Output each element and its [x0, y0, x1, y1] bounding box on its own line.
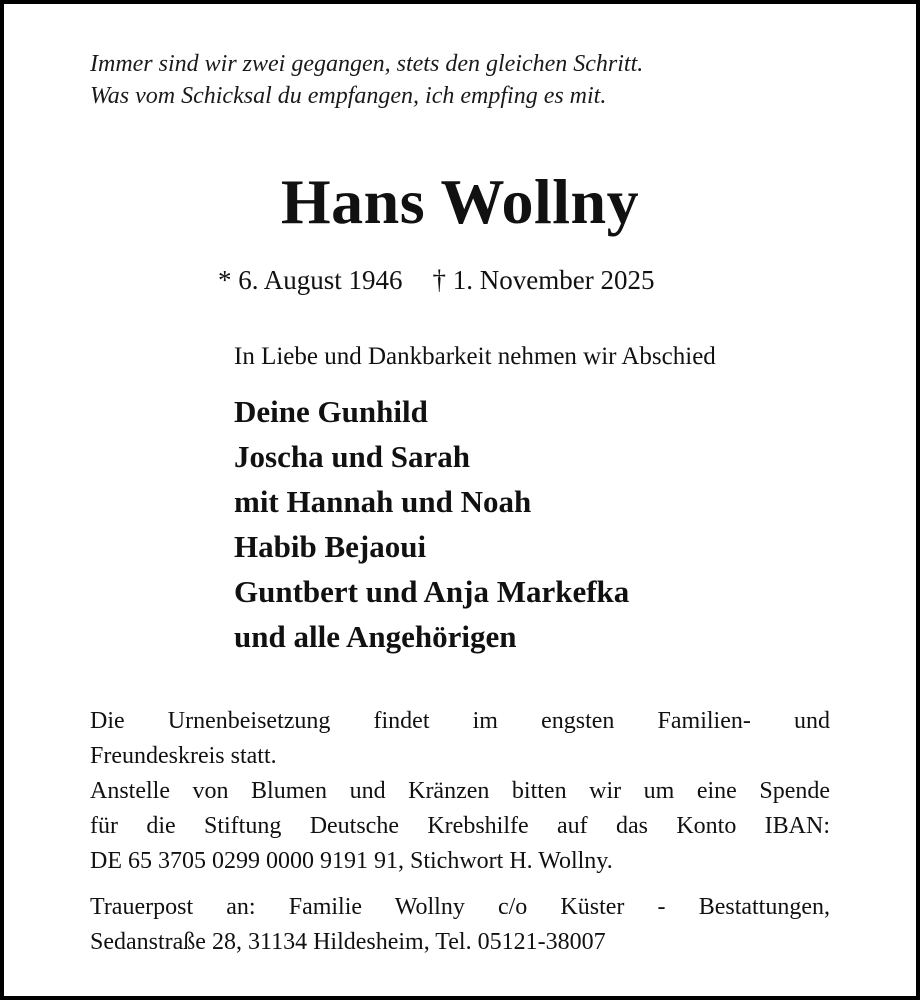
mourner-name: Habib Bejaoui	[234, 529, 427, 564]
info-line: DE 65 3705 0299 0000 9191 91, Stichwort H. Wollny.	[90, 848, 613, 874]
quote-line: Immer sind wir zwei gegangen, stets den gleichen Schritt.	[90, 51, 644, 77]
address-line: Trauerpost an: Familie Wollny c/o Küster - Bestattungen,	[90, 894, 830, 920]
mourner-name: mit Hannah und Noah	[234, 484, 532, 519]
birth-date: * 6. August 1946	[218, 265, 403, 295]
info-line: Anstelle von Blumen und Kränzen bitten wir um eine Spende	[90, 778, 830, 804]
memorial-quote	[90, 48, 643, 112]
mourner-name: Deine Gunhild	[234, 394, 428, 429]
mourners-list	[234, 389, 629, 659]
life-dates	[218, 262, 655, 298]
condolence-address	[90, 890, 830, 960]
address-line: Sedanstraße 28, 31134 Hildesheim, Tel. 05121-38007	[90, 929, 606, 955]
mourner-name: Guntbert und Anja Markefka	[234, 574, 630, 609]
info-line: für die Stiftung Deutsche Krebshilfe auf das Konto IBAN:	[90, 813, 830, 839]
deceased-name: Hans Wollny	[280, 166, 640, 237]
quote-line: Was vom Schicksal du empfangen, ich empfing es mit.	[90, 83, 607, 109]
funeral-info	[90, 704, 830, 879]
info-line: Freundeskreis statt.	[90, 743, 277, 769]
info-line: Die Urnenbeisetzung findet im engsten Familien- und	[90, 708, 830, 734]
farewell-text: In Liebe und Dankbarkeit nehmen wir Abschied	[234, 343, 716, 370]
death-date: † 1. November 2025	[432, 265, 655, 295]
mourner-name: Joscha und Sarah	[234, 439, 471, 474]
mourner-name: und alle Angehörigen	[234, 619, 517, 654]
